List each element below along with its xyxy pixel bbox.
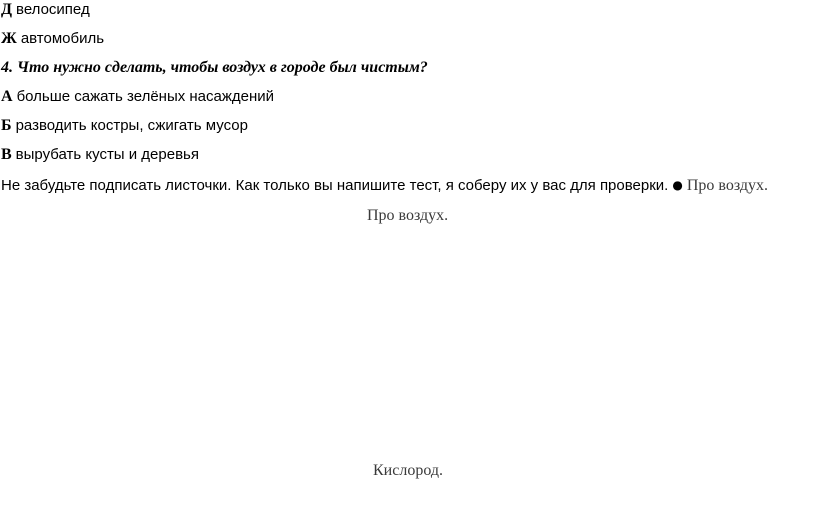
inline-caption: Про воздух.: [686, 177, 768, 194]
caption-oxygen: Кислород.: [373, 462, 443, 479]
option-text: вырубать кусты и деревья: [15, 146, 199, 163]
answer-option-a: [1, 87, 274, 107]
option-letter: Б: [1, 117, 12, 134]
answer-option-b: [1, 116, 248, 136]
option-letter: Д: [1, 1, 13, 18]
option-letter: А: [1, 88, 13, 105]
answer-option-zh: [1, 29, 104, 49]
instruction-text: Не забудьте подписать листочки. Как только вы напишите тест, я соберу их у вас для проверки.: [1, 177, 669, 194]
caption-about-air: Про воздух.: [367, 207, 449, 224]
instruction-line: [1, 175, 768, 196]
option-text: больше сажать зелёных насаждений: [16, 88, 275, 105]
option-text: автомобиль: [20, 30, 105, 47]
option-text: велосипед: [16, 1, 90, 18]
option-letter: Ж: [1, 30, 17, 47]
bullet-icon: ●: [672, 178, 683, 192]
option-letter: В: [1, 146, 12, 163]
answer-option-d: [1, 0, 90, 20]
question-heading: 4. Что нужно сделать, чтобы воздух в городе был чистым?: [1, 59, 428, 76]
option-text: разводить костры, сжигать мусор: [15, 117, 248, 134]
answer-option-v: [1, 145, 199, 165]
